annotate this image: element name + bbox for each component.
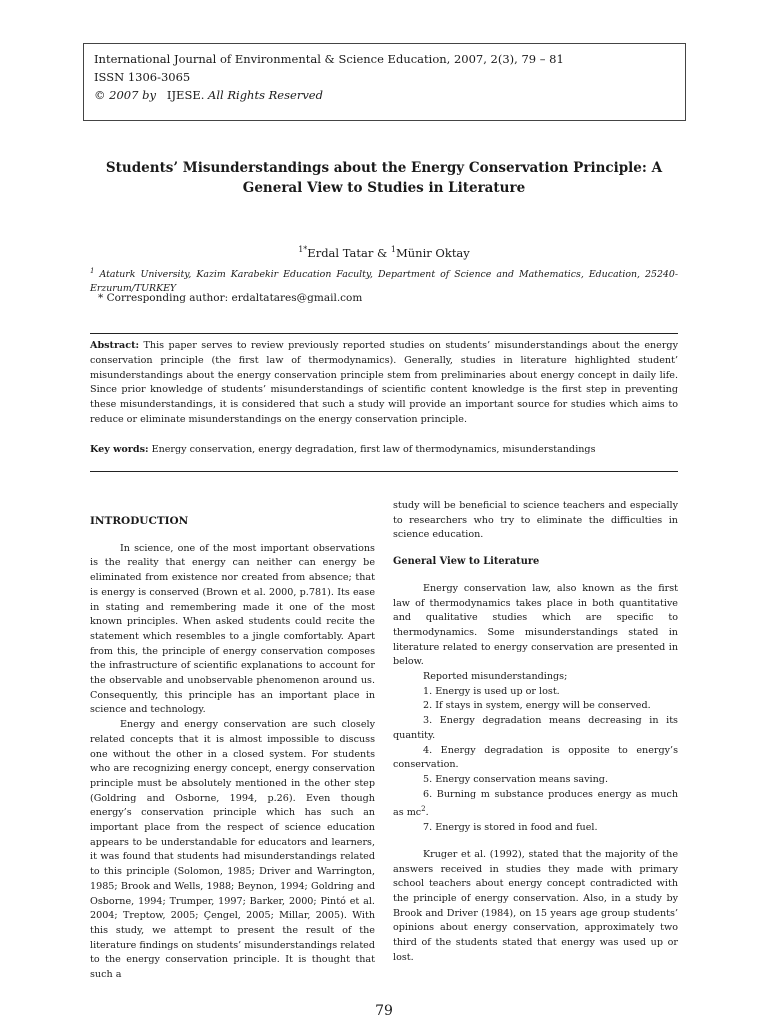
list-item-6-text: 6. Burning m substance produces energy as much as mc (393, 788, 678, 819)
abstract (90, 339, 678, 428)
keywords (90, 443, 678, 457)
keywords-text: Energy conservation, energy degradation, first law of thermodynamics, misunderstandings (148, 444, 596, 455)
left-column (90, 514, 375, 983)
copyright-suffix: All Rights Reserved (208, 88, 323, 102)
list-item: 3. Energy degradation means decreasing in its quantity. (393, 715, 678, 741)
list-item: 5. Energy conservation means saving. (423, 773, 608, 785)
page-number: 79 (375, 1003, 393, 1019)
paper-title (90, 158, 678, 198)
affiliation-marker: 1 (90, 267, 95, 275)
title-line-1: Students’ Misunderstandings about the Energy Conservation Principle: A (105, 160, 663, 176)
intro-continuation: study will be beneficial to science teachers and especially to researchers who try to eliminate the difficulties in science education. (393, 500, 678, 541)
authors (90, 245, 678, 260)
author1-name: Erdal Tatar & (307, 245, 391, 260)
abstract-text: This paper serves to review previously reported studies on students’ misunderstandings about the energy conservation principle (the first law of thermodynamics). Generally, studies in literature highlighted student’ misunderstandings about the energy conservation principle stem from preliminaries about energy concept in daily life. Since prior knowledge of students’ misunderstandings of scientific content knowledge is the first step in preventing these misunderstandings, it is considered that such a study will provide an important source for studies which aims to reduce or eliminate misunderstandings on the energy conservation principle. (90, 340, 678, 425)
copyright-org: IJESE. (166, 88, 205, 102)
issn: ISSN 1306-3065 (94, 70, 191, 84)
copyright-prefix: © 2007 by (94, 88, 156, 102)
journal-citation: International Journal of Environmental & Science Education, 2007, 2(3), 79 – 81 (94, 52, 564, 66)
list-item-6-end: . (425, 807, 429, 819)
corresponding-author: * Corresponding author: erdaltatares@gmail.com (98, 292, 363, 304)
list-item: 1. Energy is used up or lost. (423, 685, 560, 697)
abstract-top-rule (90, 333, 678, 334)
intro-paragraph-2: Energy and energy conservation are such closely related concepts that it is almost impossible to discuss one without the other in a closed system. For students who are recognizing energy concept, energy conservation principle must be absolutely mentioned in the other step (Goldring and Osborne, 1994, p.26). Even though energy’s conservation principle which has such an important place from the respect of science education appears to be understandable for educators and learners, it was found that students had misunderstandings related to this principle (Solomon, 1985; Driver and Warrington, 1985; Brook and Wells, 1988; Beynon, 1994; Goldring and Osborne, 1994; Trumper, 1997; Barker, 2000; Pintó et al. 2004; Treptow, 2005; Çengel, 2005; Millar, 2005). With this study, we attempt to present the result of the literature findings on students’ misunderstandings related to the energy conservation principle. It is thought that such a (90, 719, 375, 981)
abstract-label: Abstract: (90, 340, 140, 351)
literature-paragraph-1: Energy conservation law, also known as the first law of thermodynamics takes place in both quantitative and qualitative studies which are specific to thermodynamics. Some misunderstandings stated in literature related to energy conservation are presented in below. (393, 582, 678, 668)
literature-heading: General View to Literature (393, 556, 540, 568)
intro-paragraph-1: In science, one of the most important observations is the reality that energy can neither can energy be eliminated from existence nor created from absence; that is energy is conserved (Brown et al. 2000, p.781). Its ease in stating and remembering made it one of the most known principles. When asked students could recite the statement which resembles to a jingle comfortably. Apart from this, the principle of energy conservation composes the infrastructure of scientific explanations to account for the observable and unobservable phenomenon around us. Consequently, this principle has an important place in science and technology. (90, 542, 375, 716)
abstract-bottom-rule (90, 471, 678, 472)
author2-name: Münir Oktay (396, 245, 470, 260)
list-item: 2. If stays in system, energy will be conserved. (423, 700, 651, 712)
journal-header-box (83, 43, 686, 121)
list-item: 4. Energy degradation is opposite to energy’s conservation. (393, 744, 678, 771)
title-line-2: General View to Studies in Literature (242, 180, 526, 196)
right-column (393, 499, 678, 966)
list-item-6-superscript: 2 (421, 805, 426, 814)
affiliation-text: Ataturk University, Kazim Karabekir Education Faculty, Department of Science and Mathematics, Education, 25240-Erzurum/TURKEY (90, 269, 678, 295)
author2-marker: 1 (390, 245, 396, 254)
literature-paragraph-2: Kruger et al. (1992), stated that the majority of the answers received in studies they made with primary school teachers about energy concept contradicted with the principle of energy conservation. Also, in a study by Brook and Driver (1984), on 15 years age group students’ opinions about energy conservation, approximately two third of the students stated that energy was used up or lost. (393, 848, 678, 963)
list-intro: Reported misunderstandings; (423, 671, 568, 683)
list-item: 7. Energy is stored in food and fuel. (423, 822, 598, 834)
list-item-6 (393, 788, 678, 822)
introduction-heading: INTRODUCTION (90, 515, 189, 527)
copyright (94, 86, 675, 104)
author1-marker: 1* (298, 245, 308, 254)
keywords-label: Key words: (90, 444, 149, 455)
